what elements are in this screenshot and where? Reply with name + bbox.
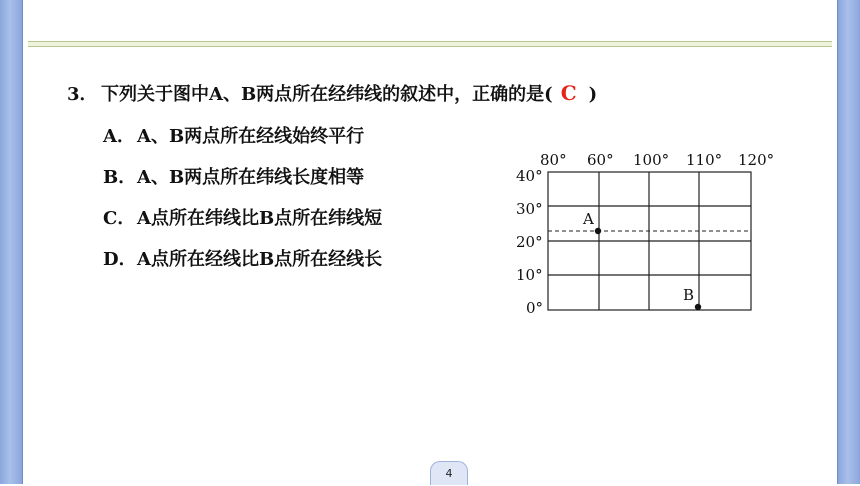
longitude-label: 80°: [540, 151, 567, 169]
grid-svg: [510, 150, 800, 320]
question-line: [67, 80, 597, 106]
option-letter: D．: [103, 249, 137, 270]
option-text: A、B两点所在经线始终平行: [137, 126, 365, 147]
option-text: A点所在经线比B点所在经线长: [137, 249, 383, 270]
question-number: 3．: [67, 84, 98, 105]
option-letter: A．: [103, 126, 135, 147]
option-d: [103, 245, 382, 271]
option-a: [103, 122, 364, 148]
option-c: [103, 204, 382, 230]
right-side-bar: [837, 0, 860, 484]
option-text: A、B两点所在纬线长度相等: [137, 167, 365, 188]
longitude-label: 120°: [738, 151, 775, 169]
latitude-label: 30°: [516, 200, 543, 218]
grid-lines: [548, 172, 751, 310]
option-b: [103, 163, 364, 189]
point-a-dot: [595, 228, 601, 234]
latitude-label: 20°: [516, 233, 543, 251]
longitude-label: 110°: [686, 151, 723, 169]
longitude-label: 60°: [587, 151, 614, 169]
latitude-label: 0°: [526, 299, 544, 317]
latitude-label: 10°: [516, 266, 543, 284]
page-number: 4: [445, 467, 453, 480]
latitude-label: 40°: [516, 167, 543, 185]
answer-mark: C: [560, 81, 577, 105]
question-text: 下列关于图中A、B两点所在经纬线的叙述中，正确的是(: [101, 84, 553, 105]
point-b-label: B: [683, 286, 695, 304]
page-number-badge: [430, 461, 468, 485]
left-side-bar: [0, 0, 23, 484]
question-close: ): [588, 84, 598, 105]
point-a-label: A: [583, 210, 594, 228]
header-rule: [28, 41, 832, 47]
option-text: A点所在纬线比B点所在纬线短: [137, 208, 383, 229]
option-letter: C．: [103, 208, 136, 229]
lat-long-grid-figure: [510, 150, 800, 320]
option-letter: B．: [103, 167, 137, 188]
longitude-label: 100°: [633, 151, 670, 169]
point-b-dot: [695, 304, 701, 310]
